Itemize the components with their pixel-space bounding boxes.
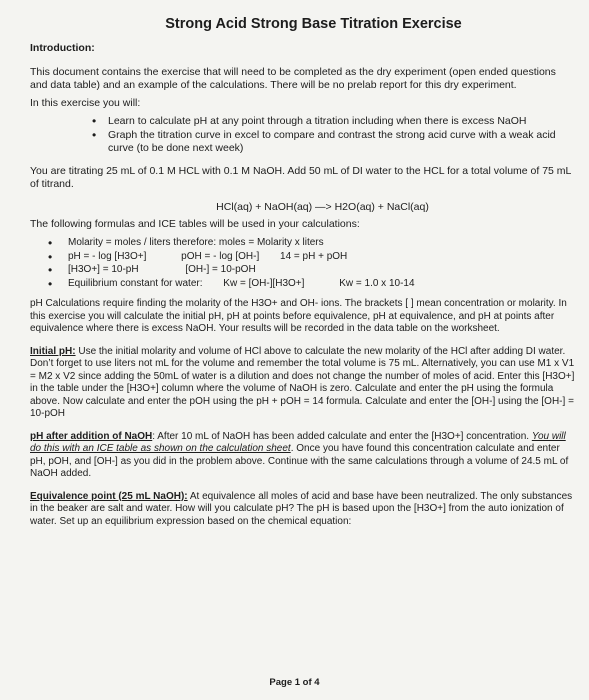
kw-value: Kw = 1.0 x 10-14 bbox=[339, 277, 415, 289]
formula-kw bbox=[48, 278, 575, 291]
formula-oh: [OH-] = 10-pOH bbox=[185, 264, 256, 275]
initial-ph-paragraph: Initial pH: Use the initial molarity and volume of HCl above to calculate the new molarity of the HCl after adding DI water. Don’t forget to use liters not mL for the volume and remember the total volume is 75 mL. Alternatively, you can use M1 x V1 = M2 x V2 since adding the 50mL of water is a dilution and does not change the number of moles of acid. Enter this [H3O+] in the table under the [H3O+] column where the volume of NaOH is zero. Calculate and enter the pH using the formula above. Now calculate and enter the pOH using the pH + pOH = 14 formula. Calculate and enter the [OH-] using the [OH-] = 10-pOH bbox=[30, 345, 575, 419]
formula-poh: pOH = - log [OH-] bbox=[181, 250, 260, 262]
formulas-list bbox=[48, 237, 575, 290]
list-item: • Learn to calculate pH at any point through a titration including when there is excess NaOH bbox=[92, 115, 575, 128]
kw-expression: Kw = [OH-][H3O+] bbox=[223, 277, 305, 289]
formula-sum: 14 = pH + pOH bbox=[280, 250, 348, 262]
reaction-equation: HCl(aq) + NaOH(aq) —> H2O(aq) + NaCl(aq) bbox=[216, 201, 429, 213]
formula-ph-poh bbox=[48, 251, 575, 264]
formula-concentrations bbox=[48, 264, 575, 277]
page-number: Page 1 of 4 bbox=[269, 677, 320, 688]
objectives-list bbox=[92, 115, 575, 155]
kw-label: Equilibrium constant for water: bbox=[68, 277, 203, 289]
formula-ph: pH = - log [H3O+] bbox=[68, 250, 147, 262]
list-item: • Graph the titration curve in excel to compare and contrast the strong acid curve with a weak acid curve (to be done next week) bbox=[92, 129, 575, 155]
equivalence-paragraph: Equivalence point (25 mL NaOH): At equivalence all moles of acid and base have been neutralized. The only substances in the beaker are salt and water. How will you calculate pH? The pH is based upon the [H3O+] from the auto ionization of water. Set up an equilibrium expression based on the chemical equation: bbox=[30, 490, 573, 527]
initial-ph-label: Initial pH: bbox=[30, 345, 76, 357]
formulas-intro: The following formulas and ICE tables will be used in your calculations: bbox=[30, 218, 360, 230]
intro-heading: Introduction: bbox=[30, 42, 95, 54]
after-naoh-paragraph: pH after addition of NaOH: After 10 mL of NaOH has been added calculate and enter the [H3O+] concentration. You will do this with an ICE table as shown on the calculation sheet. Once you have found this concentration calculate and enter pH, pOH, and [OH-] as you did in the problem above. Continue with the same calculations through a volume of 24.5 mL of NaOH added. bbox=[30, 430, 569, 479]
formula-h3o: [H3O+] = 10-pH bbox=[68, 264, 139, 275]
equivalence-label: Equivalence point (25 mL NaOH): bbox=[30, 490, 188, 502]
ice-table-note: You will do this with an ICE table as shown on the calculation sheet bbox=[30, 430, 566, 454]
formula-molarity: • Molarity = moles / liters therefore: moles = Molarity x liters bbox=[48, 237, 575, 250]
ph-calc-paragraph: pH Calculations require finding the molarity of the H3O+ and OH- ions. The brackets [ ] mean concentration or molarity. In this exercise you will calculate the initial pH, pH at points before equivalence, pH at equivalence, and pH at points after equivalence where there is excess NaOH. Your results will be recorded in the data table on the worksheet. bbox=[30, 298, 567, 334]
intro-paragraph: This document contains the exercise that will need to be completed as the dry experiment (open ended questions and data table) and an example of the calculations. There will be no prelab report for this dry experiment. bbox=[30, 66, 556, 91]
titration-setup-text: You are titrating 25 mL of 0.1 M HCL with 0.1 M NaOH. Add 50 mL of DI water to the HCL for a total volume of 75 mL of titrand. bbox=[30, 165, 572, 190]
page-title: Strong Acid Strong Base Titration Exercise bbox=[165, 16, 462, 32]
after-naoh-label: pH after addition of NaOH bbox=[30, 430, 153, 442]
intro-lead: In this exercise you will: bbox=[30, 97, 141, 109]
